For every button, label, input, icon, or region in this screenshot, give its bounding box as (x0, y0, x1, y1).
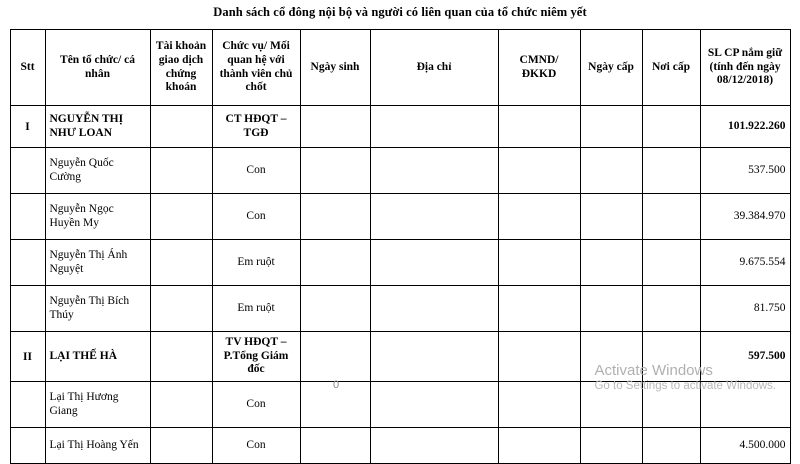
cell-stt (10, 148, 45, 194)
cell-address (370, 286, 498, 332)
table-row (10, 194, 790, 240)
table-row (10, 148, 790, 194)
table-header-row (10, 30, 790, 106)
cell-role: Con (212, 428, 300, 464)
cell-name: Nguyễn Quốc Cường (45, 148, 150, 194)
cell-dob (300, 332, 370, 382)
cell-address (370, 332, 498, 382)
header-shares: SL CP nắm giữ (tính đến ngày 08/12/2018) (700, 30, 790, 106)
header-account: Tài khoản giao dịch chứng khoán (150, 30, 212, 106)
cell-issue-date (580, 106, 642, 148)
cell-issue-date (580, 382, 642, 428)
cell-issue-date (580, 332, 642, 382)
header-name: Tên tổ chức/ cá nhân (45, 30, 150, 106)
cell-role: Con (212, 382, 300, 428)
cell-name: Lại Thị Hương Giang (45, 382, 150, 428)
cell-role: Con (212, 194, 300, 240)
cell-address (370, 240, 498, 286)
cell-shares: 81.750 (700, 286, 790, 332)
cell-role: TV HĐQT – P.Tổng Giám đốc (212, 332, 300, 382)
cell-id (498, 194, 580, 240)
cell-account (150, 332, 212, 382)
table-row (10, 332, 790, 382)
cell-address (370, 148, 498, 194)
table-row (10, 382, 790, 428)
cell-role: Em ruột (212, 240, 300, 286)
cell-id (498, 428, 580, 464)
cell-role: Em ruột (212, 286, 300, 332)
cell-id (498, 148, 580, 194)
table-row (10, 106, 790, 148)
header-issue-date: Ngày cấp (580, 30, 642, 106)
cell-name: LẠI THẾ HÀ (45, 332, 150, 382)
cell-id (498, 106, 580, 148)
cell-role: Con (212, 148, 300, 194)
cell-stt: I (10, 106, 45, 148)
cell-issue-place (642, 240, 700, 286)
cell-name: Nguyễn Ngọc Huyền My (45, 194, 150, 240)
table-row (10, 428, 790, 464)
cell-stt: II (10, 332, 45, 382)
page-title: Danh sách cổ đông nội bộ và người có liên quan của tổ chức niêm yết (213, 5, 587, 19)
cell-stt (10, 382, 45, 428)
cell-account (150, 428, 212, 464)
cell-name: Lại Thị Hoàng Yến (45, 428, 150, 464)
cell-issue-date (580, 148, 642, 194)
cell-dob (300, 194, 370, 240)
cell-id (498, 240, 580, 286)
cell-name: Nguyễn Thị Bích Thúy (45, 286, 150, 332)
cell-id (498, 286, 580, 332)
cell-id (498, 332, 580, 382)
cell-shares: 39.384.970 (700, 194, 790, 240)
cell-stt (10, 194, 45, 240)
cell-dob (300, 286, 370, 332)
shareholders-table (10, 29, 791, 464)
watermark-title: Activate Windows (594, 361, 713, 379)
cell-dob (300, 428, 370, 464)
cell-issue-place (642, 106, 700, 148)
table-body (10, 106, 790, 464)
cell-account (150, 382, 212, 428)
cell-issue-date (580, 194, 642, 240)
cell-account (150, 194, 212, 240)
cell-dob (300, 240, 370, 286)
table-row (10, 286, 790, 332)
cell-issue-place (642, 286, 700, 332)
cell-name: Nguyễn Thị Ánh Nguyệt (45, 240, 150, 286)
cell-account (150, 148, 212, 194)
cursor-artifact: 0 (333, 379, 340, 391)
cell-issue-place (642, 428, 700, 464)
cell-shares: 101.922.260 (700, 106, 790, 148)
cell-stt (10, 428, 45, 464)
cell-account (150, 240, 212, 286)
header-stt: Stt (10, 30, 45, 106)
cell-issue-place (642, 194, 700, 240)
cell-issue-place (642, 148, 700, 194)
cell-address (370, 194, 498, 240)
cell-id (498, 382, 580, 428)
cell-address (370, 382, 498, 428)
cell-shares: 537.500 (700, 148, 790, 194)
cell-issue-place (642, 332, 700, 382)
watermark-subtitle: Go to Settings to activate Windows. (594, 380, 776, 393)
cell-stt (10, 240, 45, 286)
cell-stt (10, 286, 45, 332)
cell-address (370, 428, 498, 464)
cell-issue-date (580, 240, 642, 286)
cell-issue-date (580, 286, 642, 332)
cell-issue-place (642, 382, 700, 428)
header-role: Chức vụ/ Mối quan hệ với thành viên chủ chốt (212, 30, 300, 106)
header-dob: Ngày sinh (300, 30, 370, 106)
cell-shares: 4.500.000 (700, 428, 790, 464)
cell-shares (700, 382, 790, 428)
header-id: CMND/ ĐKKD (498, 30, 580, 106)
cell-shares: 597.500 (700, 332, 790, 382)
cell-account (150, 106, 212, 148)
cell-name: NGUYỄN THỊ NHƯ LOAN (45, 106, 150, 148)
cell-role: CT HĐQT – TGĐ (212, 106, 300, 148)
cell-dob (300, 106, 370, 148)
cell-issue-date (580, 428, 642, 464)
header-address: Địa chỉ (370, 30, 498, 106)
cell-shares: 9.675.554 (700, 240, 790, 286)
cell-address (370, 106, 498, 148)
cell-account (150, 286, 212, 332)
header-issue-place: Nơi cấp (642, 30, 700, 106)
table-row (10, 240, 790, 286)
cell-dob (300, 148, 370, 194)
